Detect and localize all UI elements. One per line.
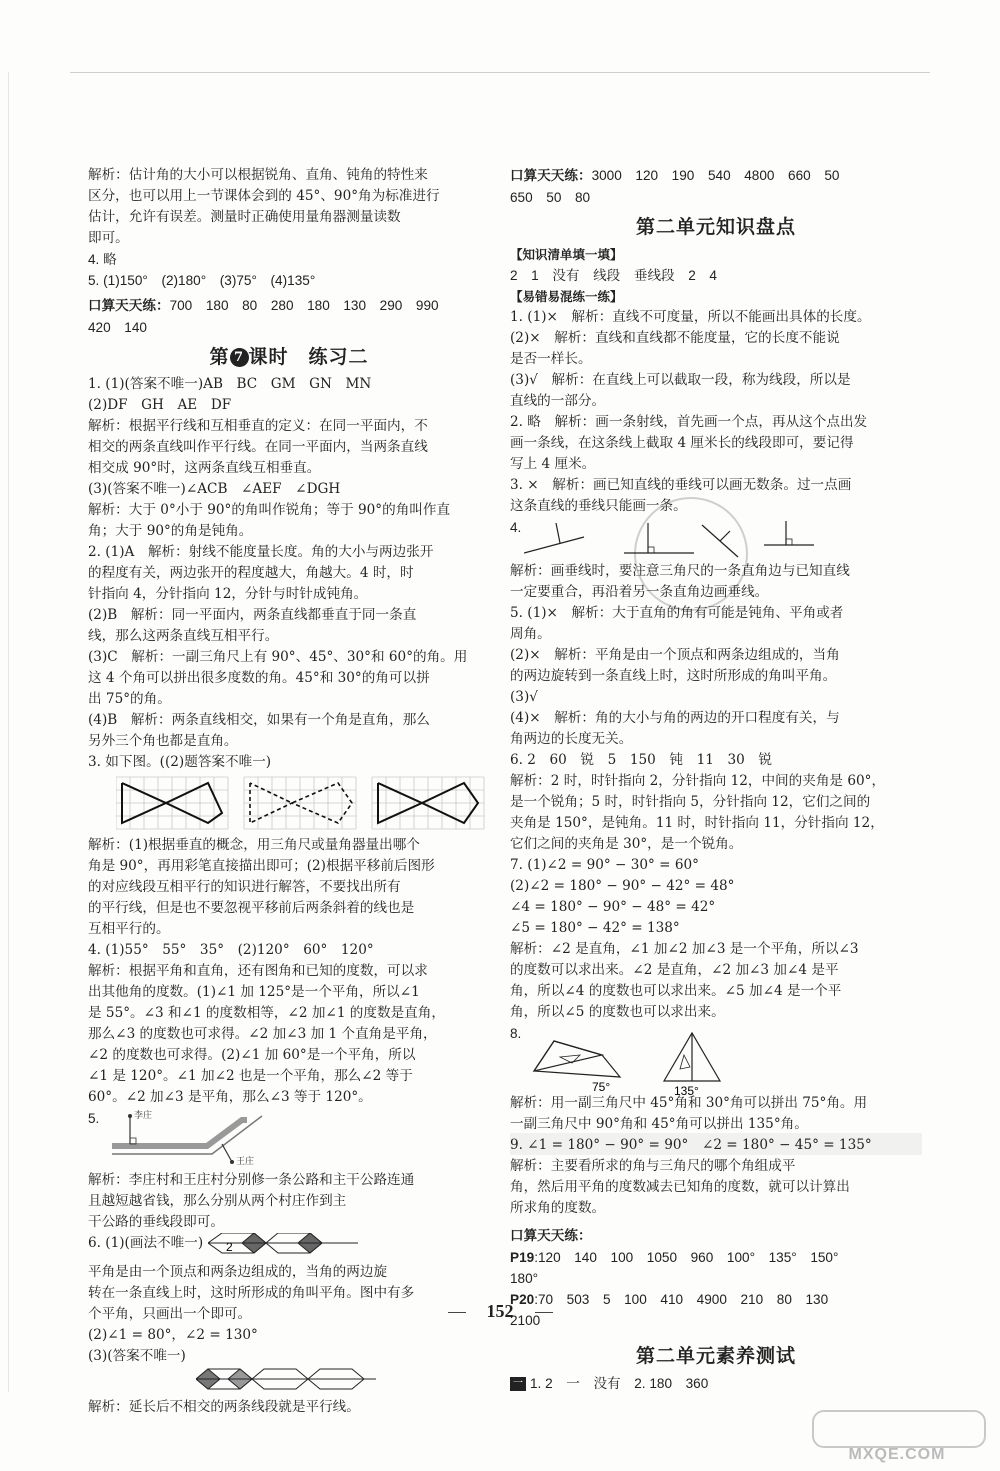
- question-5: [88, 1108, 490, 1170]
- question-8-number: 8.: [510, 1026, 522, 1041]
- parallelogram-strip-2-row: [88, 1367, 490, 1393]
- question-6-head: [88, 1233, 490, 1261]
- text-line: 解析：用一副三角尺中 45°角和 30°角可以拼出 75°角。用: [510, 1095, 868, 1111]
- answer-4: 4. 略: [88, 252, 117, 267]
- text-line: (2)∠1 = 80°，∠2 = 130°: [88, 1327, 258, 1343]
- grid-figures-svg: [116, 775, 486, 831]
- text-line: 夹角是 150°，是钝角。11 时，时针指向 11，分针指向 12，: [510, 815, 884, 831]
- question-6-last: 解析：延长后不相交的两条线段就是平行线。: [88, 1399, 360, 1415]
- kousuan-bottom-label-text: 口算天天练：: [510, 1228, 592, 1243]
- text-line: 是否一样长。: [510, 351, 592, 367]
- text-line: 角是 90°，再用彩笔直接描出即可；(2)根据平移前后图形: [88, 858, 435, 874]
- triangle-ruler-figures: [524, 1027, 754, 1097]
- fill-section-title: 【知识清单填一填】: [510, 247, 623, 262]
- text-line: 解析：2 时，时针指向 2，分针指向 12，中间的夹角是 60°，: [510, 773, 886, 789]
- text-line: 角两边的长度无关。: [510, 731, 633, 747]
- text-line: 相交成 90°时，这两条直线互相垂直。: [88, 460, 321, 476]
- question-4-figure-row: [510, 517, 922, 561]
- village-a-label: 李庄: [134, 1111, 153, 1121]
- text-line: 它们之间的夹角是 30°，是一个锐角。: [510, 836, 743, 852]
- text-line: 一定要重合，再沿着另一条直角边画垂线。: [510, 584, 769, 600]
- text-line: 是 55°。∠3 和∠1 的度数相等，∠2 加∠1 的度数是直角，: [88, 1005, 445, 1021]
- mix-section-title: 【易错易混练一练】: [510, 289, 623, 304]
- p19-values: :120 140 100 1050 960 100° 135° 150°: [534, 1250, 839, 1265]
- page-edge-line: [8, 72, 9, 1392]
- unit-summary-title: 第二单元知识盘点: [635, 216, 796, 238]
- intro-analysis: [88, 165, 490, 249]
- text-line: 解析：画垂线时，要注意三角尺的一条直角边与已知直线: [510, 563, 850, 579]
- text-line: 的度数可以求出来。∠2 是直角，∠2 加∠3 加∠4 是平: [510, 962, 839, 978]
- text-line: (4)× 解析：角的大小与角的两边的开口程度有关，与: [510, 710, 840, 726]
- watermark-badge: [812, 1410, 986, 1448]
- text-line: 区分，也可以用上一节课体会到的 45°、90°角为标准进行: [88, 188, 440, 204]
- text-line: (3)√ 解析：在直线上可以截取一段，称为线段，所以是: [510, 372, 851, 388]
- question-4-number: 4.: [510, 520, 522, 535]
- question-1: [88, 374, 490, 542]
- text-line: 1. (1)× 解析：直线不可度量，所以不能画出具体的长度。: [510, 309, 871, 325]
- text-line: 平角是由一个顶点和两条边组成的，当角的两边旋: [88, 1264, 388, 1280]
- text-line: 互相平行的。: [88, 921, 170, 937]
- lesson-title-pre: 第: [209, 346, 230, 368]
- text-line: 这条直线的垂线只能画一条。: [510, 498, 687, 514]
- kousuan-values-cont: 420 140: [88, 320, 147, 335]
- lesson-title-post: 课时 练习二: [248, 346, 369, 368]
- kousuan-top-values: 3000 120 190 540 4800 660 50: [591, 168, 840, 183]
- text-line: 解析：主要看所求的角与三角尺的哪个角组成平: [510, 1158, 796, 1174]
- top-rule: [70, 72, 930, 73]
- text-line: 2. 略 解析：画一条射线，首先画一个点，再从这个点出发: [510, 414, 868, 430]
- text-line: 角，然后用平角的度数减去已知角的度数，就可以计算出: [510, 1179, 850, 1195]
- text-line: 解析：∠2 是直角，∠1 加∠2 加∠3 是一个平角，所以∠3: [510, 941, 859, 957]
- text-line: 解析：(1)根据垂直的概念，用三角尺或量角器量出哪个: [88, 837, 420, 853]
- text-line: 画一条线，在这条线上截取 4 厘米长的线段即可，要记得: [510, 435, 854, 451]
- question-3-head: 3. 如下图。((2)题答案不唯一): [88, 754, 272, 770]
- text-line: 是一个锐角；5 时，时针指向 5，分针指向 12，它们之间的: [510, 794, 871, 810]
- kousuan-label: 口算天天练：: [88, 298, 170, 313]
- text-line: 6. 2 60 锐 5 150 钝 11 30 锐: [510, 752, 772, 768]
- question-4: [88, 940, 490, 1108]
- text-line: 估计，允许有误差。测量时正确使用量角器测量读数: [88, 209, 401, 225]
- text-line: 一副三角尺中 90°角和 45°角可以拼出 135°角。: [510, 1116, 808, 1132]
- text-line: 出 75°的角。: [88, 691, 171, 707]
- left-column: [88, 165, 490, 1418]
- text-line: (2)× 解析：平角是由一个顶点和两条边组成的，当角: [510, 647, 840, 663]
- p20-label: P20: [510, 1292, 535, 1307]
- text-line: (2)DF GH AE DF: [88, 397, 232, 413]
- text-line: 的程度有关，两边张开的程度越大，角越大。4 时，时: [88, 565, 414, 581]
- text-line: 转在一条直线上时，这时所形成的角叫平角。图中有多: [88, 1285, 415, 1301]
- p19-row-cont: 180°: [510, 1271, 539, 1286]
- perpendicular-figures: [524, 517, 824, 561]
- text-line: (2)B 解析：同一平面内，两条直线都垂直于同一条直: [88, 607, 417, 623]
- text-line: 解析：根据平角和直角，还有图角和已知的度数，可以求: [88, 963, 428, 979]
- text-line: 的对应线段互相平行的知识进行解答，不要找出所有: [88, 879, 401, 895]
- lesson-title: [88, 342, 490, 372]
- text-line: 周角。: [510, 626, 551, 642]
- text-line: 线，那么这两条直线互相平行。: [88, 628, 279, 644]
- text-line: 出其他角的度数。(1)∠1 加 125°是一个平角，所以∠1: [88, 984, 420, 1000]
- p19-label: P19: [510, 1250, 535, 1265]
- text-line: 个平角，只画出一个即可。: [88, 1306, 252, 1322]
- answer-5: 5. (1)150° (2)180° (3)75° (4)135°: [88, 273, 316, 288]
- question-3-analysis: [88, 835, 490, 940]
- page-number: 152: [486, 1301, 514, 1321]
- text-line: 另外三个角也都是直角。: [88, 733, 238, 749]
- mix-answers: [510, 307, 922, 517]
- text-line: 60°。∠2 加∠3 是平角，那么∠3 等于 120°。: [88, 1089, 372, 1105]
- page-number-dash-right: [535, 1312, 553, 1313]
- lesson-number-badge: 7: [230, 348, 249, 367]
- p20-row-cont: 2100: [510, 1313, 541, 1328]
- text-line: (3)√: [510, 689, 538, 705]
- kousuan-bottom-label: [510, 1225, 922, 1247]
- text-line: 所求角的度数。: [510, 1200, 606, 1216]
- text-line: (2)× 解析：直线和直线都不能度量，它的长度不能说: [510, 330, 840, 346]
- text-line: 写上 4 厘米。: [510, 456, 596, 472]
- p20-values: :70 503 5 100 410 4900 210 80 130: [534, 1292, 829, 1307]
- unit-test-answers: [510, 1373, 922, 1394]
- text-line: 的两边旋转到一条直线上时，这时所形成的角叫平角。: [510, 668, 837, 684]
- unit-test-title: 第二单元素养测试: [635, 1345, 796, 1367]
- angle-75-label: 75°: [592, 1080, 611, 1094]
- text-line: 这 4 个角可以拼出很多度数的角。45°和 30°的角可以拼: [88, 670, 430, 686]
- kousuan-top-label: 口算天天练：: [510, 168, 592, 183]
- parallelogram-strip-1: [208, 1233, 368, 1261]
- fig-label-1: 1: [260, 1253, 266, 1261]
- text-line: 4. (1)55° 55° 35° (2)120° 60° 120°: [88, 942, 374, 958]
- text-line: (2)∠2 = 180° − 90° − 42° = 48°: [510, 878, 735, 894]
- answers-8-9: [510, 1093, 922, 1219]
- question-5-analysis: [88, 1170, 490, 1233]
- text-line: 相交的两条直线叫作平行线。在同一平面内，当两条直线: [88, 439, 428, 455]
- question-8-figure-row: [510, 1023, 922, 1097]
- fig-label-2: 2: [226, 1240, 233, 1254]
- angle-135-label: 135°: [674, 1084, 699, 1097]
- text-line: ∠2 的度数也可求得。(2)∠1 加 60°是一个平角，所以: [88, 1047, 416, 1063]
- kousuan-1: [88, 295, 490, 317]
- text-line: 角；大于 90°的角是钝角。: [88, 523, 253, 539]
- text-line: 针指向 4，分针指向 12，分针与时针成钝角。: [88, 586, 368, 602]
- text-line: 2. (1)A 解析：射线不能度量长度。角的大小与两边张开: [88, 544, 434, 560]
- text-line: 角，所以∠4 的度数也可以求出来。∠5 加∠4 是一个平: [510, 983, 842, 999]
- village-b-label: 王庄: [236, 1157, 255, 1167]
- kousuan-top: [510, 165, 922, 187]
- fill-answers: 2 1 没有 线段 垂线段 2 4: [510, 268, 717, 283]
- p19-row: [510, 1247, 922, 1268]
- kousuan-values: 700 180 80 280 180 130 290 990: [169, 298, 439, 313]
- watermark-url: MXQE.COM: [848, 1446, 946, 1463]
- section-one-badge: 一: [510, 1377, 526, 1391]
- road-diagram: [112, 1108, 412, 1170]
- text-line: ∠4 = 180° − 90° − 48° = 42°: [510, 899, 716, 915]
- text-line: (3)(答案不唯一): [88, 1348, 186, 1364]
- question-6-head-text: 6. (1)(画法不唯一): [88, 1235, 204, 1251]
- grid-3: [372, 777, 484, 829]
- text-line: 且越短越省钱，那么分别从两个村庄作到主: [88, 1193, 347, 1209]
- text-line: 直线的一部分。: [510, 393, 606, 409]
- text-line: 干公路的垂线段即可。: [88, 1214, 224, 1230]
- text-line: 解析：大于 0°小于 90°的角叫作锐角；等于 90°的角叫作直: [88, 502, 451, 518]
- text-line: 那么∠3 的度数也可求得。∠2 加∠3 加 1 个直角是平角，: [88, 1026, 437, 1042]
- text-line: 角，所以∠5 的度数也可以求出来。: [510, 1004, 725, 1020]
- text-line: ∠1 是 120°。∠1 加∠2 也是一个平角，那么∠2 等于: [88, 1068, 413, 1084]
- answers-4-to-7: [510, 561, 922, 1023]
- unit-test-answers-text: 1. 2 一 没有 2. 180 360: [530, 1376, 709, 1391]
- question-5-number: 5.: [88, 1111, 100, 1126]
- text-line: (3)(答案不唯一)∠ACB ∠AEF ∠DGH: [88, 481, 341, 497]
- text-line: 1. (1)(答案不唯一)AB BC GM GN MN: [88, 376, 372, 392]
- text-line: (4)B 解析：两条直线相交，如果有一个角是直角，那么: [88, 712, 430, 728]
- question-2: [88, 542, 490, 752]
- grid-figures: [88, 775, 490, 831]
- text-line: 解析：根据平行线和互相垂直的定义：在同一平面内，不: [88, 418, 428, 434]
- text-line: 5. (1)× 解析：大于直角的角有可能是钝角、平角或者: [510, 605, 844, 621]
- watermark-logo: [812, 1410, 982, 1465]
- text-line: 解析：李庄村和王庄村分别修一条公路和主干公路连通: [88, 1172, 415, 1188]
- text-line: 的平行线，但是也不要忽视平移前后两条斜着的线也是: [88, 900, 415, 916]
- right-column: [510, 165, 922, 1394]
- parallelogram-strip-2: [196, 1367, 386, 1393]
- text-line: 解析：估计角的大小可以根据锐角、直角、钝角的特性来: [88, 167, 428, 183]
- kousuan-top-values-cont: 650 50 80: [510, 190, 591, 205]
- text-line: ∠5 = 180° − 42° = 138°: [510, 920, 680, 936]
- text-line: 3. × 解析：画已知直线的垂线可以画无数条。过一点画: [510, 477, 852, 493]
- text-line: 7. (1)∠2 = 90° − 30° = 60°: [510, 857, 699, 873]
- text-line: 9. ∠1 = 180° − 90° = 90° ∠2 = 180° − 45° = 135°: [510, 1137, 872, 1153]
- text-line: 即可。: [88, 230, 129, 246]
- text-line: (3)C 解析：一副三角尺上有 90°、45°、30°和 60°的角。用: [88, 649, 468, 665]
